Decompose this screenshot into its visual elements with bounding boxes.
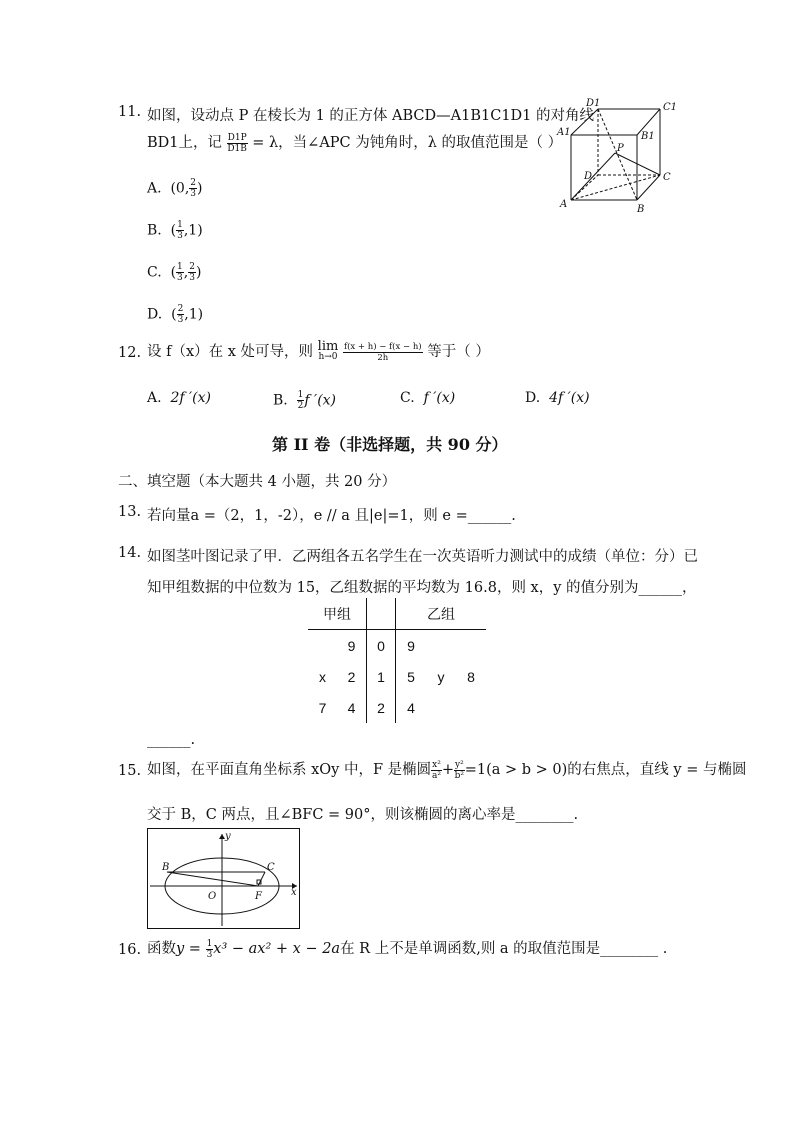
section-title: 第 II 卷（非选择题，共 90 分） <box>272 435 508 454</box>
q16-number: 16. <box>118 942 142 958</box>
table-header-group-a: 甲组 <box>323 605 351 622</box>
q14-tail: ______. <box>147 732 196 748</box>
q14-line1: 如图茎叶图记录了甲．乙两组各五名学生在一次英语听力测试中的成绩（单位：分）已 <box>147 549 698 565</box>
q13-number: 13. <box>118 504 142 520</box>
q11-line2: BD1上，记 $\frac{D1P}{D1B}$ = λ，当∠APC 为钝角时，λ 的取值范围是（ ） <box>147 132 563 154</box>
table-row: 9 0 9 <box>308 630 486 662</box>
cube-label-a: A <box>560 199 568 210</box>
q11-line1: 如图，设动点 P 在棱长为 1 的正方体 ABCD—A1B1C1D1 的对角线 <box>147 108 594 124</box>
cube-label-p: P <box>617 143 624 154</box>
q11-option-d[interactable]: D. ( $\frac{2}{3}$ ,1) <box>147 304 204 325</box>
section-subtitle: 二、填空题（本大题共 4 小题，共 20 分） <box>118 474 397 490</box>
ellipse-label-f: F <box>255 891 262 902</box>
ellipse-label-b: B <box>162 862 170 873</box>
ellipse-label-c: C <box>267 862 275 873</box>
q12-option-c[interactable]: C. f ′(x) <box>400 390 456 406</box>
cube-label-c1: C1 <box>663 102 678 113</box>
q11-option-b[interactable]: B. ( $\frac{1}{3}$ ,1) <box>147 220 203 241</box>
cube-label-b1: B1 <box>641 131 655 142</box>
cube-label-d: D <box>584 171 593 182</box>
cube-label-c: C <box>663 172 671 183</box>
q13-text: 若向量a =（2，1，-2），e // a 且|e|=1，则 e =______. <box>147 508 516 524</box>
q12-option-a[interactable]: A. 2f ′(x) <box>147 390 212 406</box>
q14-line2: 知甲组数据的中位数为 15，乙组数据的平均数为 16.8，则 x，y 的值分别为______， <box>147 580 697 596</box>
table-header-group-b: 乙组 <box>427 605 455 622</box>
ellipse-label-x: x <box>291 887 297 898</box>
q14-number: 14. <box>118 545 142 561</box>
cube-label-a1: A1 <box>557 127 571 138</box>
q11-number: 11. <box>118 104 142 120</box>
q12-number: 12. <box>118 345 142 361</box>
ellipse-figure <box>147 828 302 930</box>
q12-stem: 设 f（x）在 x 处可导，则 lim h→0 $\frac{f(x + h) - f(x - h)}{2h}$ 等于（ ） <box>147 339 490 363</box>
ellipse-label-o: O <box>208 891 217 902</box>
ellipse-label-y: y <box>225 831 231 842</box>
cube-label-d1: D1 <box>586 98 601 109</box>
q11-option-c[interactable]: C. ( $\frac{1}{3}$ , $\frac{2}{3}$ ) <box>147 262 202 283</box>
cube-figure <box>555 95 685 215</box>
stem-leaf-table <box>308 598 486 723</box>
q15-line2: 交于 B，C 两点，且∠BFC = 90°，则该椭圆的离心率是________. <box>147 807 579 823</box>
table-row: 7 4 2 4 <box>308 692 486 723</box>
table-row: x 2 1 5 y 8 <box>308 661 486 692</box>
q12-option-b[interactable]: B. $\frac{1}{2}$ f ′(x) <box>273 390 337 411</box>
q12-option-d[interactable]: D. 4f ′(x) <box>525 390 590 406</box>
q16-text: 函数y = $\frac{1}{3}$ x³ − ax² + x − 2a在 R 上不是单调函数,则 a 的取值范围是________ . <box>147 938 668 960</box>
q15-line1: 如图，在平面直角坐标系 xOy 中，F 是椭圆 $\frac{\text{x²}}{\text{a²}}$ + $\frac{\text{y²}}{\text{b²}}$ =1(a > b > 0)的右焦点，直线 y = 与椭圆 <box>147 759 747 781</box>
q15-number: 15. <box>118 763 142 779</box>
q11-option-a[interactable]: A. (0, $\frac{2}{3}$ ) <box>147 178 203 199</box>
cube-label-b: B <box>637 204 645 215</box>
